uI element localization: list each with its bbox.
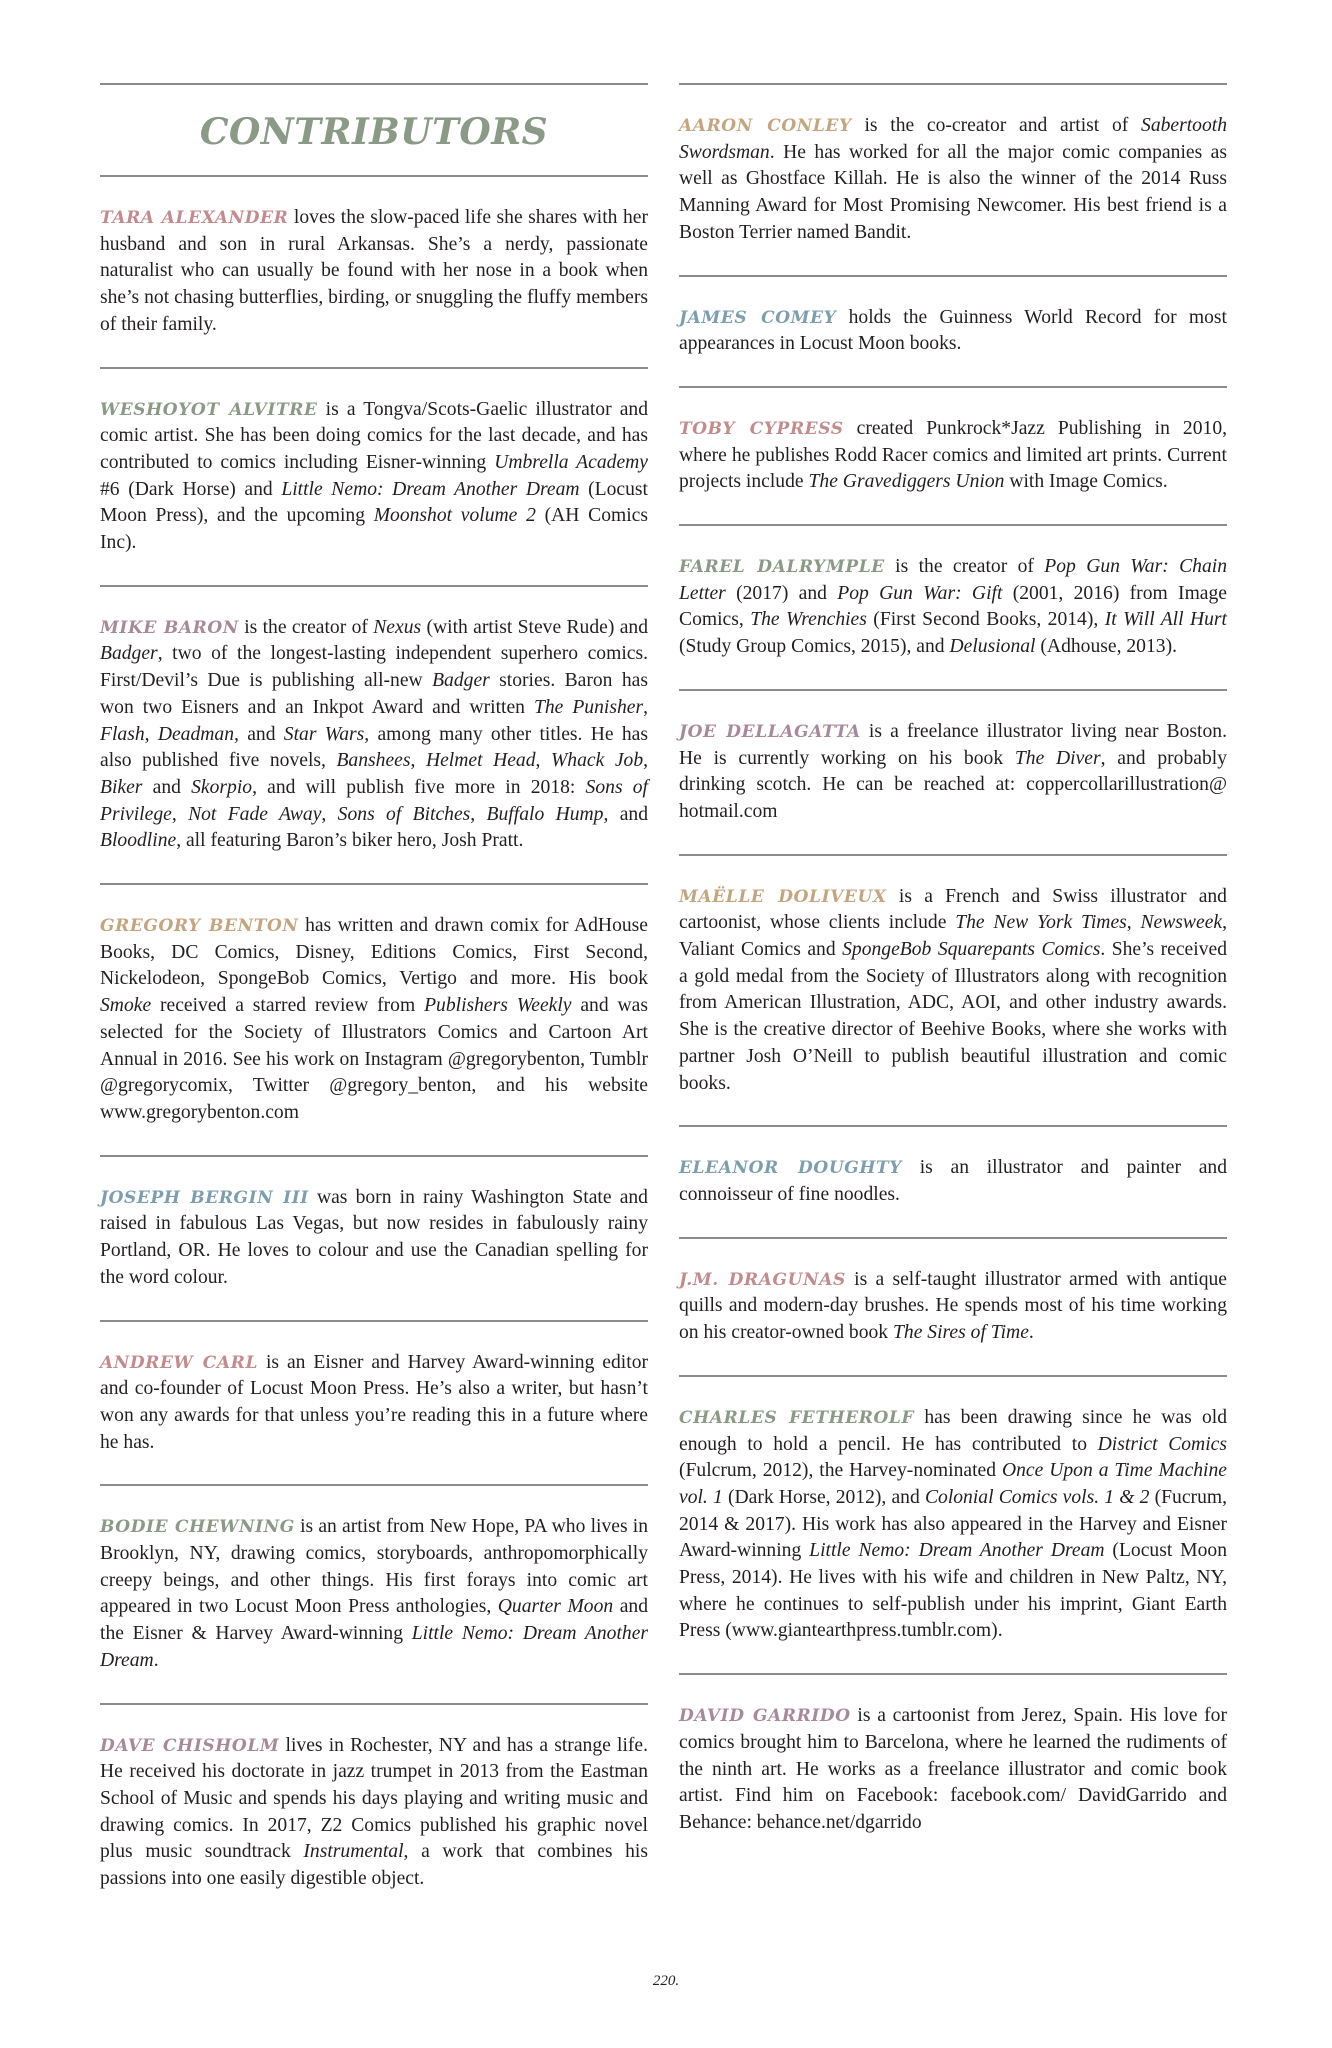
bio-text: (Fulcrum, 2012), the Harvey-nominated bbox=[679, 1460, 1002, 1482]
bio-text: #6 (Dark Horse) and bbox=[100, 478, 282, 500]
bio-title-italic: Publishers Weekly bbox=[424, 995, 572, 1017]
contributor-list bbox=[100, 177, 648, 1921]
contributor-name: ELEANOR DOUGHTY bbox=[679, 1158, 903, 1179]
bio-text: is a self-taught illustrator armed with antique quills and modern-day brushes. He spends most of his time working on his creator-owned book bbox=[679, 1268, 1227, 1344]
contributor-name: TARA ALEXANDER bbox=[100, 208, 289, 228]
bio-text: was born in rainy Washington State and raised in fabulous Las Vegas, but now resides in fabulously rainy Portland, OR. He loves to colour and use the Canadian spelling for the word colour. bbox=[100, 1186, 648, 1288]
bio-text: , all featuring Baron’s biker hero, Josh Pratt. bbox=[176, 830, 524, 852]
contributor-name: FAREL DALRYMPLE bbox=[679, 557, 885, 578]
contributor-entry bbox=[100, 1486, 648, 1702]
bio-text: . bbox=[1028, 1322, 1034, 1344]
bio-title-italic: Biker bbox=[100, 776, 143, 798]
bio-text: (Fucrum, 2014 & 2017). His work has also appeared in the Harvey and Eisner Award-winning bbox=[679, 1486, 1228, 1562]
bio-text: , bbox=[321, 803, 338, 825]
bio-text: , Valiant Comics and bbox=[679, 912, 1227, 961]
bio-title-italic: The Wrenchies bbox=[750, 609, 867, 631]
bio-text: is an artist from New Hope, PA who lives in Brooklyn, NY, drawing comics, storyboards, anthropomorphically creepy beings, and other things. His first forays into comic art appeared in two Locust Moon Press anthologies, bbox=[100, 1516, 648, 1618]
bio-text: and bbox=[142, 776, 192, 798]
bio-text: stories. Baron has won two Eisners and an Inkpot Award and written bbox=[100, 670, 648, 718]
bio-title-italic: Badger bbox=[432, 670, 490, 692]
right-column bbox=[679, 83, 1227, 1865]
bio-text: loves the slow-paced life she shares with her husband and son in rural Arkansas. She’s a nerdy, passionate naturalist who can usually be found with her nose in a book when she’s not chasing butterflies, birding, or snuggling the fluffy members of their family. bbox=[100, 207, 648, 335]
bio-text: created Punkrock*Jazz Publishing in 2010, where he publishes Rodd Racer comics and limited art prints. Current projects include bbox=[679, 417, 1228, 493]
bio-text: (2017) and bbox=[725, 582, 838, 604]
bio-text: holds the Guinness World Record for most appearances in Locust Moon books. bbox=[679, 306, 1227, 355]
bio-text: , bbox=[1126, 912, 1141, 934]
contributor-entry bbox=[679, 277, 1227, 386]
bio-title-italic: SpongeBob Squarepants Comics bbox=[842, 939, 1101, 961]
bio-text: , bbox=[171, 803, 189, 825]
bio-title-italic: Newsweek bbox=[1140, 912, 1223, 934]
bio-text: with Image Comics. bbox=[1004, 471, 1168, 493]
bio-text: (Dark Horse, 2012), and bbox=[722, 1486, 925, 1508]
bio-text: is a Tongva/Scots-Gaelic illustrator and comic artist. She has been doing comics for the last decade, and has contributed to comics including Eisner-winning bbox=[100, 398, 648, 473]
bio-text: is a freelance illustrator living near Boston. He is currently working on his book bbox=[679, 720, 1227, 769]
contributor-name: GREGORY BENTON bbox=[100, 916, 299, 937]
contributor-name: MIKE BARON bbox=[100, 617, 239, 638]
bio-title-italic: Flash bbox=[100, 723, 145, 745]
contributor-entry bbox=[100, 177, 648, 367]
contributor-entry bbox=[679, 526, 1227, 689]
bio-title-italic: Instrumental bbox=[303, 1841, 404, 1863]
bio-text: , and probably drinking scotch. He can be reached at: coppercollarillustration@ hotmail.com bbox=[679, 747, 1227, 822]
contributor-name: CHARLES FETHEROLF bbox=[679, 1407, 915, 1428]
contributor-entry bbox=[679, 691, 1227, 854]
bio-text: is an Eisner and Harvey Award-winning editor and co-founder of Locust Moon Press. He’s also a writer, but hasn’t won any awards for that unless you’re reading this in a future where he has. bbox=[100, 1351, 649, 1453]
bio-text: , bbox=[410, 750, 426, 772]
bio-text: , bbox=[643, 750, 649, 772]
bio-title-italic: Sabertooth Swordsman bbox=[679, 115, 1228, 163]
left-column bbox=[100, 83, 648, 1921]
bio-title-italic: Helmet Head bbox=[425, 750, 536, 772]
bio-text: and was selected for the Society of Illustrators Comics and Cartoon Art Annual in 2016. See his work on Instagram @gregorybenton, Tumblr @gregorycomix, Twitter @gregory_benton, and his website www.gregorybenton.com bbox=[100, 995, 648, 1123]
bio-text: (First Second Books, 2014), bbox=[866, 609, 1105, 631]
bio-text: , bbox=[144, 723, 158, 745]
contributor-list bbox=[679, 85, 1227, 1865]
contributor-name: DAVE CHISHOLM bbox=[100, 1735, 280, 1756]
contributor-entry bbox=[100, 1322, 648, 1485]
bio-title-italic: Badger bbox=[100, 643, 158, 665]
contributor-entry bbox=[679, 1377, 1227, 1673]
bio-title-italic: Pop Gun War: Chain Letter bbox=[679, 556, 1228, 604]
contributor-entry bbox=[100, 885, 648, 1155]
contributor-entry bbox=[100, 1157, 648, 1320]
contributor-name: BODIE CHEWNING bbox=[100, 1517, 295, 1538]
contributor-name: ANDREW CARL bbox=[100, 1352, 259, 1373]
bio-title-italic: The Punisher bbox=[533, 696, 644, 718]
contributor-name: J.M. DRAGUNAS bbox=[679, 1269, 846, 1290]
bio-title-italic: Star Wars, bbox=[283, 723, 370, 745]
bio-title-italic: Deadman, bbox=[157, 723, 239, 745]
bio-title-italic: Once Upon a Time Machine vol. 1 bbox=[679, 1460, 1227, 1508]
bio-text: lives in Rochester, NY and has a strange life. He received his doctorate in jazz trumpet in 2013 from the Eastman School of Music and spends his days playing and writing music and drawing comics. In 2017, Z2 Comics published his graphic novel plus music soundtrack bbox=[100, 1734, 649, 1863]
bio-text: has been drawing since he was old enough to hold a pencil. He has contributed to bbox=[679, 1406, 1227, 1455]
bio-text: (2001, 2016) from Image Comics, bbox=[679, 582, 1227, 631]
bio-title-italic: The Diver bbox=[1014, 747, 1101, 769]
contributor-name: JOSEPH BERGIN III bbox=[100, 1187, 309, 1208]
contributor-entry bbox=[679, 388, 1227, 524]
bio-text: (Adhouse, 2013). bbox=[1035, 636, 1177, 658]
bio-text: is the creator of bbox=[238, 616, 374, 638]
bio-text: is a cartoonist from Jerez, Spain. His love for comics brought him to Barcelona, where he learned the rudiments of the ninth art. He works as a freelance illustrator and comic book artist. Find him on Facebook: facebook.com/ DavidGarrido and Behance: behance.net/dgarrido bbox=[679, 1705, 1228, 1833]
bio-title-italic: Nexus bbox=[373, 616, 422, 638]
contributor-entry bbox=[679, 85, 1227, 275]
contributor-entry bbox=[100, 587, 648, 883]
bio-title-italic: Quarter Moon bbox=[497, 1596, 614, 1618]
bio-title-italic: Bloodline bbox=[100, 830, 177, 852]
contributor-name: DAVID GARRIDO bbox=[679, 1706, 851, 1727]
bio-text: (Study Group Comics, 2015), and bbox=[679, 636, 950, 658]
bio-title-italic: Smoke bbox=[100, 995, 152, 1017]
bio-text: , and will publish five more in 2018: bbox=[252, 776, 586, 798]
bio-text: , and bbox=[603, 803, 649, 825]
bio-title-italic: Umbrella Academy bbox=[494, 451, 648, 473]
contributor-name: WESHOYOT ALVITRE bbox=[100, 399, 318, 420]
bio-text: is a French and Swiss illustrator and cartoonist, whose clients include bbox=[679, 885, 1227, 934]
bio-text: . He has worked for all the major comic companies as well as Ghostface Killah. He is also the winner of the 2014 Russ Manning Award for Most Promising Newcomer. His best friend is a Boston Terrier named Bandit. bbox=[679, 141, 1227, 243]
bio-text: . She’s received a gold medal from the Society of Illustrators along with recognition from American Illustration, ADC, AOI, and other industry awards. She is the creative director of Beehive Books, where she works with partner Josh O’Neill to publish beautiful illustration and comic books. bbox=[679, 939, 1227, 1094]
bio-text: is the creator of bbox=[884, 556, 1045, 578]
bio-title-italic: The Sires of Time bbox=[893, 1322, 1029, 1344]
bio-title-italic: Delusional bbox=[949, 636, 1036, 658]
contributor-name: TOBY CYPRESS bbox=[679, 418, 844, 439]
contributor-entry bbox=[679, 1127, 1227, 1236]
bio-text: , bbox=[535, 750, 551, 772]
bio-title-italic: Whack Job bbox=[550, 750, 644, 772]
bio-text: received a starred review from bbox=[151, 995, 425, 1017]
contributor-entry bbox=[100, 369, 648, 585]
contributor-entry bbox=[679, 856, 1227, 1126]
bio-title-italic: It Will All Hurt bbox=[1104, 609, 1227, 631]
contributor-entry bbox=[679, 1239, 1227, 1375]
bio-title-italic: Little Nemo: Dream Another Dream bbox=[100, 1623, 649, 1671]
bio-text: among many other titles. He has also published five novels, bbox=[100, 723, 648, 772]
bio-text: and bbox=[238, 723, 284, 745]
bio-title-italic: Sons of Privilege bbox=[100, 776, 648, 825]
bio-title-italic: Colonial Comics vols. 1 & 2 bbox=[924, 1486, 1150, 1508]
contributor-name: MAËLLE DOLIVEUX bbox=[679, 886, 887, 907]
bio-title-italic: Sons of Bitches bbox=[337, 803, 471, 825]
contributor-name: JAMES COMEY bbox=[679, 307, 837, 328]
bio-text: has written and drawn comix for AdHouse Books, DC Comics, Disney, Editions Comics, First Second, Nickelodeon, SpongeBob Comics, Vertigo and more. His book bbox=[100, 915, 648, 990]
contributor-name: AARON CONLEY bbox=[679, 116, 852, 136]
bio-text: , two of the longest-lasting independent superhero comics. First/Devil’s Due is publishing all-new bbox=[100, 643, 648, 692]
bio-title-italic: District Comics bbox=[1097, 1433, 1227, 1455]
bio-text: (AH Comics Inc). bbox=[100, 505, 648, 554]
bio-title-italic: The New York Times bbox=[955, 912, 1127, 934]
bio-text: , a work that combines his passions into one easily digestible object. bbox=[100, 1841, 648, 1890]
bio-text: is an illustrator and painter and connoisseur of fine noodles. bbox=[679, 1157, 1227, 1205]
bio-title-italic: Buffalo Hump bbox=[486, 803, 604, 825]
page-number: 220. bbox=[652, 1973, 680, 1989]
bio-title-italic: Little Nemo: Dream Another Dream bbox=[281, 478, 580, 500]
bio-title-italic: Moonshot volume 2 bbox=[373, 505, 536, 527]
bio-text: , bbox=[470, 803, 487, 825]
bio-text: . bbox=[153, 1649, 159, 1671]
bio-text: (with artist Steve Rude) and bbox=[421, 616, 648, 638]
bio-title-italic: Skorpio bbox=[191, 776, 253, 798]
bio-title-italic: Banshees bbox=[336, 750, 411, 772]
contributor-entry bbox=[679, 1675, 1227, 1865]
bio-text: , bbox=[643, 696, 648, 718]
bio-title-italic: Little Nemo: Dream Another Dream bbox=[809, 1540, 1105, 1562]
bio-title-italic: The Gravediggers Union bbox=[808, 471, 1005, 493]
page-title: CONTRIBUTORS bbox=[199, 111, 549, 153]
bio-text: and the Eisner & Harvey Award-winning bbox=[100, 1596, 648, 1645]
bio-text: (Locust Moon Press, 2014). He lives with his wife and children in New Paltz, NY, where he continues to self-publish under his imprint, Giant Earth Press (www.giantearthpress.tumblr.com). bbox=[679, 1540, 1227, 1642]
contributor-entry bbox=[100, 1705, 648, 1921]
bio-title-italic: Pop Gun War: Gift bbox=[837, 582, 1003, 604]
bio-text: is the co-creator and artist of bbox=[851, 115, 1142, 136]
contributor-name: JOE DELLAGATTA bbox=[679, 721, 861, 742]
bio-title-italic: Not Fade Away bbox=[188, 803, 322, 825]
bio-text: (Locust Moon Press), and the upcoming bbox=[100, 478, 648, 527]
